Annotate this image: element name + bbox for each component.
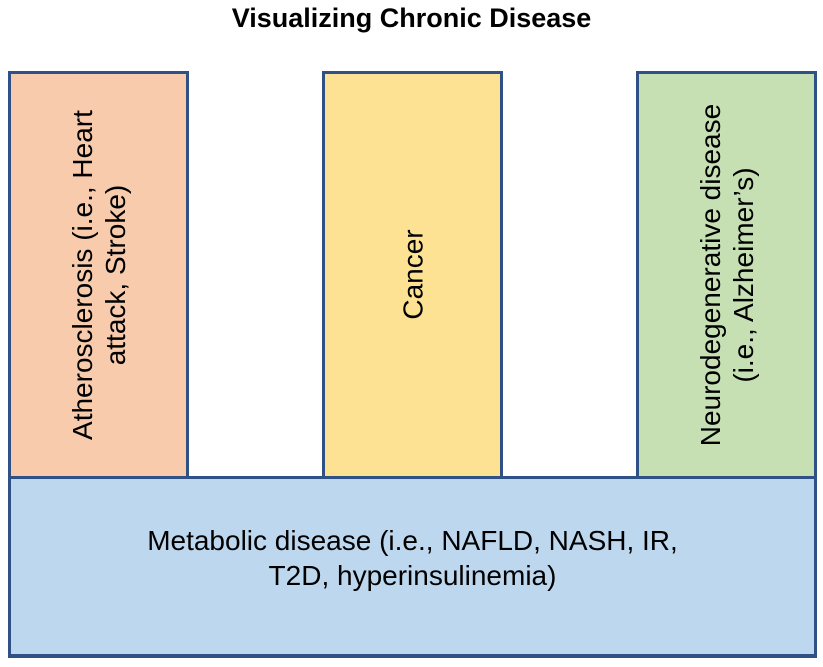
pillar-atherosclerosis-label-line-1: Atherosclerosis (i.e., Heart — [66, 110, 98, 440]
pillar-atherosclerosis — [8, 71, 189, 476]
pillar-cancer-label — [396, 75, 429, 475]
base-bar-label — [147, 523, 678, 593]
pillar-neurodegenerative-label-line-1: Neurodegenerative disease — [694, 103, 726, 447]
pillar-neurodegenerative — [636, 71, 817, 476]
base-bar-label-line-1: Metabolic disease (i.e., NAFLD, NASH, IR, — [147, 524, 678, 556]
pillar-cancer — [322, 71, 503, 476]
pillar-neurodegenerative-label — [693, 75, 759, 475]
base-bar-label-line-2: T2D, hyperinsulinemia) — [268, 559, 557, 591]
pillar-atherosclerosis-label — [65, 75, 131, 475]
pillar-neurodegenerative-label-line-2: (i.e., Alzheimer’s) — [727, 167, 759, 383]
diagram-title: Visualizing Chronic Disease — [231, 3, 592, 33]
pillar-cancer-label-line-1: Cancer — [396, 229, 428, 321]
pillar-atherosclerosis-label-line-2: attack, Stroke) — [99, 184, 131, 366]
base-bar-metabolic-disease — [8, 476, 817, 658]
